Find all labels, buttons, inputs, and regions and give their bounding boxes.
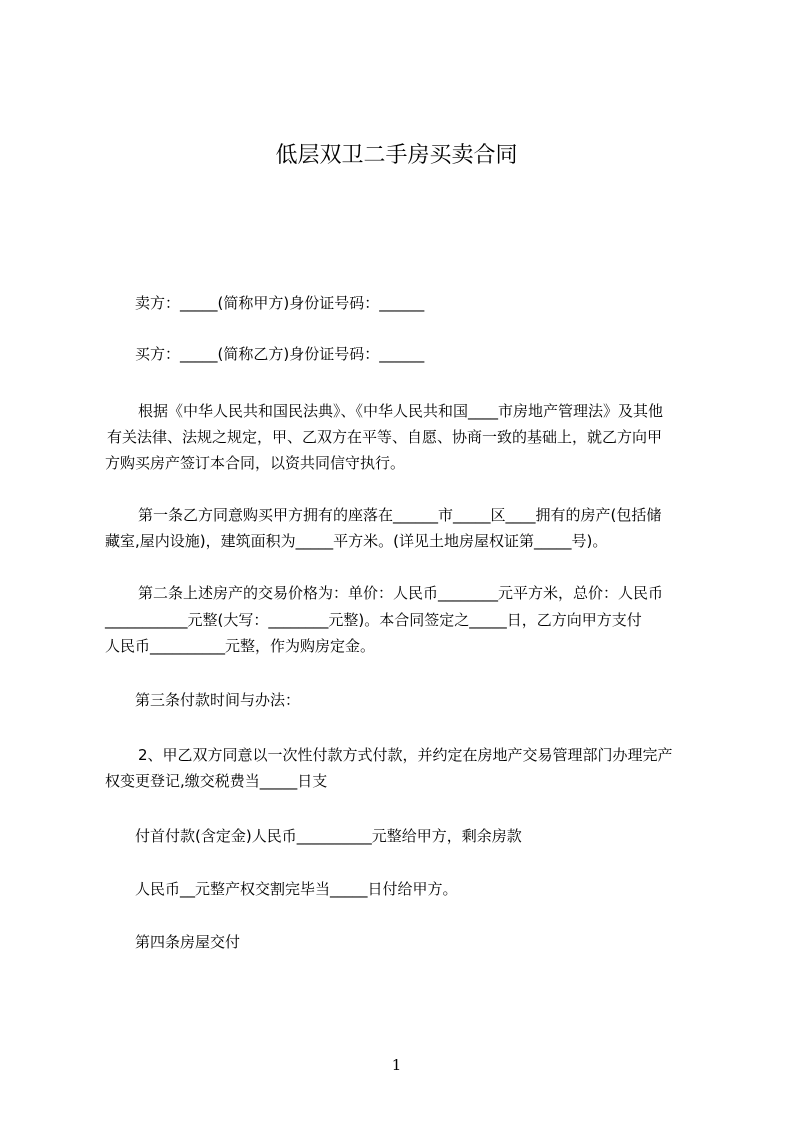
page-number: 1 — [391, 1056, 402, 1074]
preamble-line-1: 根据《中华人民共和国民法典》、《中华人民共和国____市房地产管理法》及其他 — [138, 402, 664, 420]
seller-line: 卖方：_____(简称甲方)身份证号码：______ — [135, 294, 425, 312]
article2-line-2: ___________元整(大写：________元整)。本合同签定之_____日，乙方向甲方支付 — [105, 611, 642, 629]
article1-line-2: 藏室,屋内设施)，建筑面积为_____平方米。(详见土地房屋权证第_____号)。 — [105, 532, 608, 550]
article3-heading: 第三条付款时间与办法： — [135, 691, 301, 709]
document-title: 低层双卫二手房买卖合同 — [275, 143, 518, 168]
article2-line-1: 第二条上述房产的交易价格为：单价：人民币________元平方米，总价：人民币 — [138, 584, 664, 602]
article2-line-3: 人民币__________元整，作为购房定金。 — [105, 637, 376, 655]
remaining-payment-line: 人民币__元整产权交割完毕当_____日付给甲方。 — [135, 880, 458, 898]
article3-item2-line-1: 2、甲乙双方同意以一次性付款方式付款，并约定在房地产交易管理部门办理完产 — [138, 746, 673, 764]
preamble-line-3: 方购买房产签订本合同，以资共同信守执行。 — [105, 454, 406, 472]
buyer-line: 买方：_____(简称乙方)身份证号码：______ — [135, 345, 425, 363]
first-payment-line: 付首付款(含定金)人民币__________元整给甲方，剩余房款 — [135, 827, 522, 845]
article4-heading: 第四条房屋交付 — [135, 933, 241, 951]
article3-item2-line-2: 权变更登记,缴交税费当_____日支 — [105, 772, 328, 790]
preamble-line-2: 有关法律、法规之规定，甲、乙双方在平等、自愿、协商一致的基础上，就乙方向甲 — [107, 428, 663, 446]
article1-line-1: 第一条乙方同意购买甲方拥有的座落在______市_____区____拥有的房产(包括储 — [138, 506, 662, 524]
